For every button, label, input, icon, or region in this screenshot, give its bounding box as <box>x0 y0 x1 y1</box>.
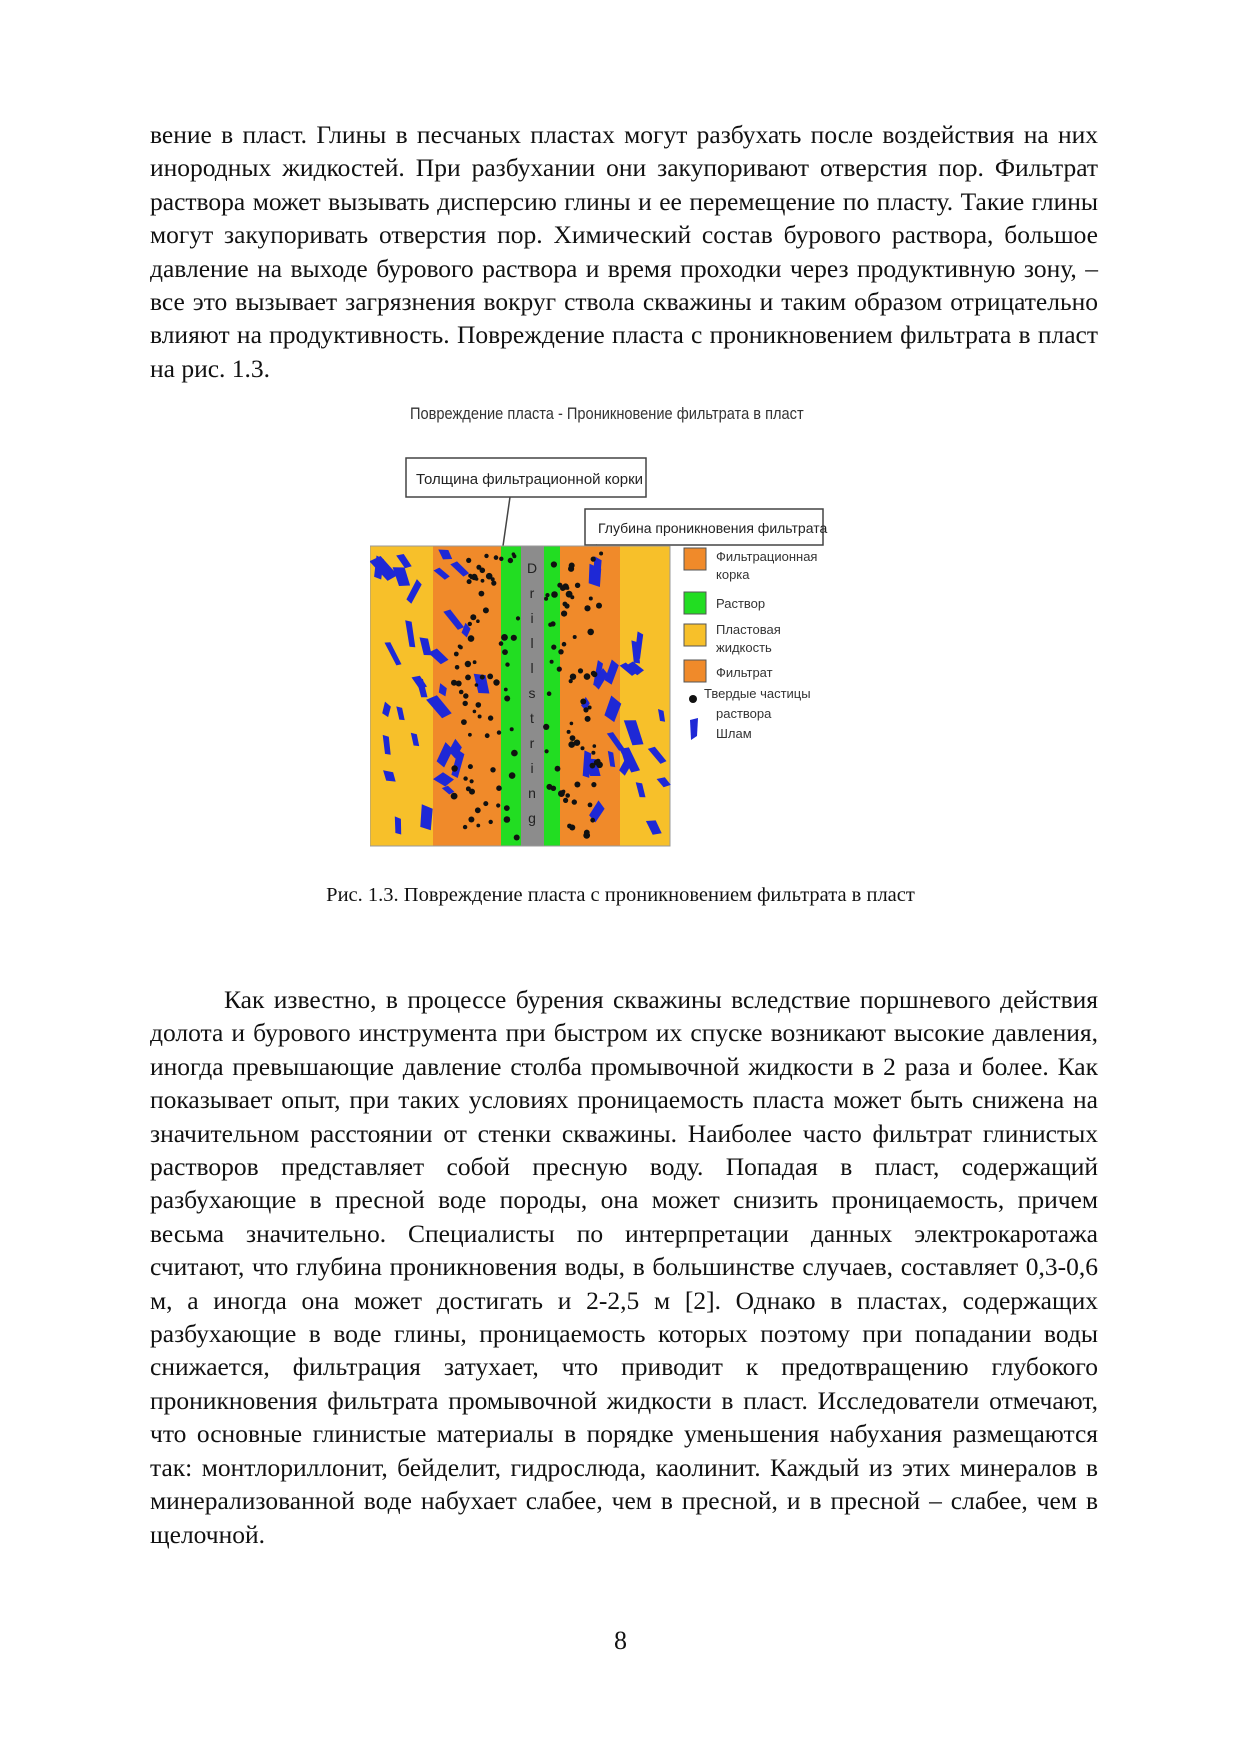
solid-particle <box>459 690 464 695</box>
band-mud-right <box>544 546 560 846</box>
solid-particle <box>480 675 485 680</box>
drill-string-label: D r i l l s t r i n g <box>526 560 538 826</box>
legend-formation-fluid-1: Пластовая <box>716 622 781 637</box>
solid-particle <box>489 820 493 824</box>
solid-particle <box>584 830 590 836</box>
solid-particle <box>504 688 508 692</box>
legend-solids-2: раствора <box>716 706 772 721</box>
solid-particle <box>465 675 471 681</box>
solid-particle <box>591 751 595 755</box>
solid-particle <box>476 824 480 828</box>
solid-particle <box>488 715 493 720</box>
legend-cuttings: Шлам <box>716 726 752 741</box>
callout-cake-line <box>503 497 510 546</box>
solid-particle <box>567 730 571 734</box>
solid-particle <box>574 782 580 788</box>
figure-caption: Рис. 1.3. Повреждение пласта с проникновением фильтрата в пласт <box>326 884 915 906</box>
paragraph-intro: вение в пласт. Глины в песчаных пластах могут разбухать после воздействия на них инородных жидкостей. При разбухании они закупоривают отверстия пор. Фильтрат раствора может вызывать дисперсию глины и ее перемещение по пласту. Такие глины могут закупоривать отверстия пор. Химический состав бурового раствора, большое давление на выходе бурового раствора и время проходки через продуктивную зону, – все это вызывает загрязнения вокруг ствола скважины и таким образом отрицательно влияют на продуктивность. Повреждение пласта с проникновением фильтрата в пласт на рис. 1.3. <box>150 120 1098 383</box>
figure-formation-damage <box>370 398 890 858</box>
solid-particle <box>555 766 561 772</box>
solid-particle <box>551 561 557 567</box>
solid-particle <box>473 660 477 664</box>
solid-particle <box>546 784 552 790</box>
solid-particle <box>551 591 558 598</box>
solid-particle <box>570 735 576 741</box>
solid-particle <box>451 793 458 800</box>
formation-damage-diagram <box>370 398 890 858</box>
solid-particle <box>591 782 596 787</box>
callout-depth-text: Глубина проникновения фильтрата <box>598 520 828 536</box>
legend-symbol-solids <box>689 695 697 703</box>
solid-particle <box>483 801 488 806</box>
solid-particle <box>516 616 520 620</box>
solid-particle <box>570 595 574 599</box>
cutting-particle <box>395 816 401 834</box>
solid-particle <box>455 665 460 670</box>
solid-particle <box>563 798 568 803</box>
solid-particle <box>544 597 548 601</box>
solid-particle <box>476 702 482 708</box>
solid-particle <box>461 719 467 725</box>
solid-particle <box>584 673 591 680</box>
solid-particle <box>451 765 457 771</box>
legend-swatch-mud <box>684 592 706 614</box>
solid-particle <box>468 622 472 626</box>
solid-particle <box>570 722 574 726</box>
solid-particle <box>569 563 575 569</box>
solid-particle <box>508 558 513 563</box>
solid-particle <box>478 715 482 719</box>
solid-particle <box>547 691 552 696</box>
solid-particle <box>494 555 499 560</box>
solid-particle <box>468 764 473 769</box>
solid-particle <box>572 799 577 804</box>
solid-particle <box>491 581 496 586</box>
solid-particle <box>587 629 594 636</box>
solid-particle <box>479 591 485 597</box>
solid-particle <box>596 762 603 769</box>
solid-particle <box>558 649 563 654</box>
solid-particle <box>545 593 549 597</box>
solid-particle <box>569 825 575 831</box>
solid-particle <box>490 767 495 772</box>
paragraph-main: Как известно, в процессе бурения скважины вследствие поршневого действия долота и бурового инструмента при быстром их спуске возникают высокие давления, иногда превышающие давление столба промывочной жидкости в 2 раза и более. Как показывает опыт, при таких условиях проницаемость пласта может быть снижена на значительном расстоянии от стенки скважины. Наиболее часто фильтрат глинистых растворов представляет собой пресную воду. Попадая в пласт, содержащий разбухающие в пресной воде породы, она может снизить проницаемость, причем весьма значительно. Специалисты по интерпретации данных электрокаротажа считают, что глубина проникновения воды, в большинстве случаев, составляет 0,3-0,6 м, а иногда она может достигать и 2-2,5 м [2]. Однако в пластах, содержащих разбухающие в воде глины, проницаемость которых поэтому при попадании воды снижается, фильтрация затухает, что приводит к предотвращению глубокого проникновения фильтрата промывочной жидкости в пласт. Исследователи отмечают, что основные глинистые материалы в порядке уменьшения набухания размещаются так: монтлориллонит, бейделит, гидрослюда, каолинит. Каждый из этих минералов в минерализованной воде набухает слабее, чем в пресной, и в пресной – слабее, чем в щелочной. <box>150 985 1098 1549</box>
solid-particle <box>574 740 580 746</box>
solid-particle <box>562 642 567 647</box>
solid-particle <box>465 661 471 667</box>
solid-particle <box>454 652 459 657</box>
solid-particle <box>468 574 472 578</box>
solid-particle <box>468 817 474 823</box>
solid-particle <box>561 611 567 617</box>
solid-particle <box>470 779 474 783</box>
solid-particle <box>558 790 565 797</box>
solid-particle <box>483 607 489 613</box>
solid-particle <box>565 793 570 798</box>
solid-particle <box>463 776 467 780</box>
solid-particle <box>590 818 595 823</box>
solid-particle <box>481 579 485 583</box>
solid-particle <box>484 554 488 558</box>
solid-particle <box>463 825 467 829</box>
solid-particle <box>501 634 508 641</box>
solid-particle <box>499 557 503 561</box>
solid-particle <box>511 635 517 641</box>
band-formation-right <box>620 546 670 846</box>
legend-mud: Раствор <box>716 596 766 611</box>
solid-particle <box>569 679 573 683</box>
solid-particle <box>581 746 585 750</box>
solid-particle <box>463 693 468 698</box>
figure-title: Повреждение пласта - Проникновение фильтрата в пласт <box>410 404 804 423</box>
solid-particle <box>511 750 518 757</box>
legend-cake-1: Фильтрационная <box>716 549 818 564</box>
legend-solids-1: Твердые частицы <box>704 686 811 701</box>
solid-particle <box>512 554 516 558</box>
solid-particle <box>504 805 510 811</box>
solid-particle <box>499 641 504 646</box>
solid-particle <box>596 603 602 609</box>
solid-particle <box>463 701 468 706</box>
solid-particle <box>470 614 476 620</box>
band-filtrate-right <box>574 546 620 846</box>
solid-particle <box>491 577 495 581</box>
solid-particle <box>557 667 562 672</box>
cutting-particle <box>420 804 432 830</box>
solid-particle <box>496 803 500 807</box>
solid-particle <box>590 763 596 769</box>
solid-particle <box>593 744 597 748</box>
solid-particle <box>466 786 471 791</box>
solid-particle <box>575 583 580 588</box>
band-mud-left <box>501 546 521 846</box>
solid-particle <box>599 552 603 556</box>
band-cake-left <box>487 546 501 846</box>
solid-particle <box>573 635 577 639</box>
legend-swatch-cake <box>684 548 706 570</box>
solid-particle <box>466 558 471 563</box>
legend-formation-fluid-2: жидкость <box>716 640 772 655</box>
solid-particle <box>468 635 475 642</box>
callout-cake-text: Толщина фильтрационной корки <box>416 471 644 488</box>
legend-swatch-filtrate <box>684 660 706 682</box>
solid-particle <box>592 672 598 678</box>
solid-particle <box>487 674 493 680</box>
solid-particle <box>451 680 457 686</box>
solid-particle <box>550 621 555 626</box>
solid-particle <box>588 803 593 808</box>
solid-particle <box>543 724 549 730</box>
solid-particle <box>485 733 490 738</box>
solid-particle <box>509 772 516 779</box>
solid-particle <box>475 577 479 581</box>
solid-particle <box>467 579 472 584</box>
band-filtrate-left <box>433 546 487 846</box>
solid-particle <box>480 568 486 574</box>
solid-particle <box>584 605 590 611</box>
solid-particle <box>504 816 511 823</box>
solid-particle <box>585 716 591 722</box>
solid-particle <box>514 835 520 841</box>
legend-filtrate: Фильтрат <box>716 665 773 680</box>
solid-particle <box>510 727 514 731</box>
page-number: 8 <box>614 1626 627 1655</box>
solid-particle <box>504 696 510 702</box>
solid-particle <box>475 807 481 813</box>
solid-particle <box>468 733 472 737</box>
solid-particle <box>459 645 463 649</box>
solid-particle <box>545 749 549 753</box>
legend-cake-2: корка <box>716 567 750 582</box>
solid-particle <box>583 707 588 712</box>
solid-particle <box>475 683 479 687</box>
solid-particle <box>551 645 556 650</box>
solid-particle <box>473 710 477 714</box>
solid-particle <box>589 597 593 601</box>
solid-particle <box>580 699 586 705</box>
solid-particle <box>496 785 502 791</box>
solid-particle <box>578 668 583 673</box>
solid-particle <box>564 603 569 608</box>
solid-particle <box>591 557 596 562</box>
solid-particle <box>497 730 501 734</box>
solid-particle <box>550 660 554 664</box>
solid-particle <box>476 619 480 623</box>
solid-particle <box>493 679 499 685</box>
legend-swatch-formation-fluid <box>684 624 706 646</box>
solid-particle <box>505 662 509 666</box>
solid-particle <box>570 674 576 680</box>
solid-particle <box>566 586 570 590</box>
solid-particle <box>502 649 508 655</box>
